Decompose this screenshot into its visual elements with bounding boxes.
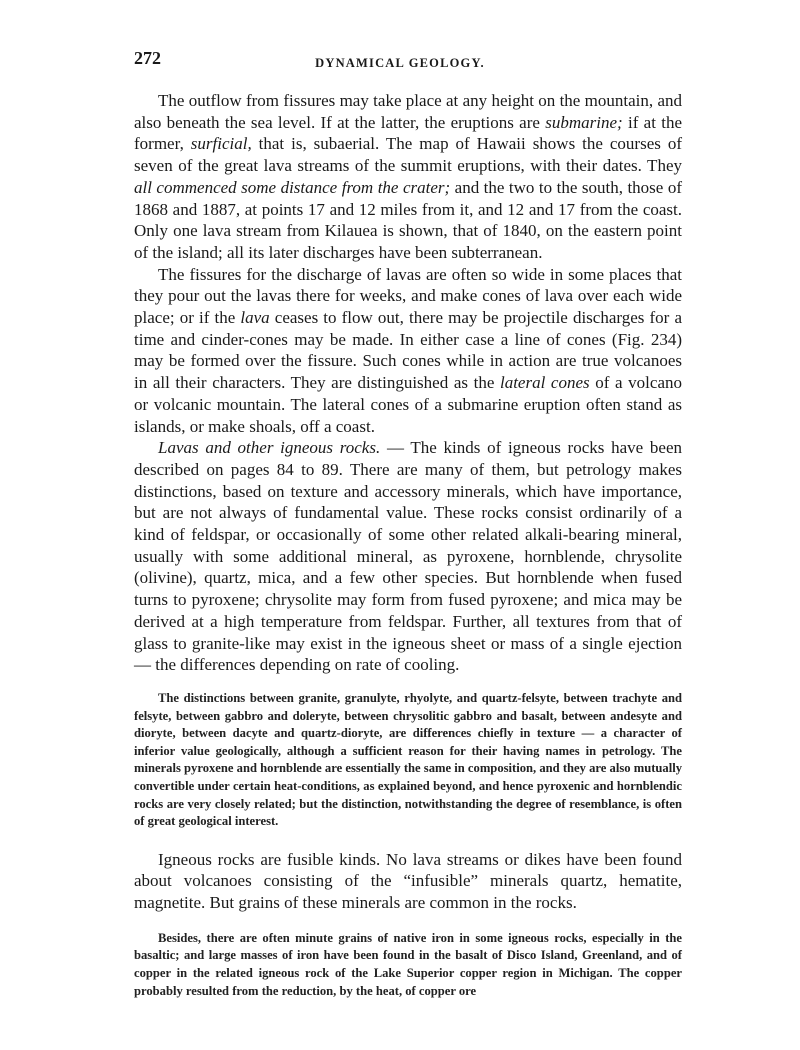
page-header [134, 48, 666, 76]
text-run: and the two to the south, those of 1868 and 1887, at points 17 and 12 miles from it, and 12 and 17 from the coast. Only one lava stream from Kilauea is shown, that of 1840, on the eastern point of the island; all its later discharges have been subterranean. [134, 177, 682, 262]
italic-term: submarine; [545, 112, 623, 132]
text-run: — The kinds of igneous rocks have been described on pages 84 to 89. There are many of them, but petrology makes distinctions, based on texture and accessory minerals, which have importance, but are not always of fundamental value. These rocks consist ordinarily of a kind of feldspar, or occasionally of some other related alkali-bearing mineral, usually with some additional mineral, as pyroxene, hornblende, chrysolite (olivine), quartz, mica, and a few other species. But hornblende when fused turns to pyroxene; chrysolite may form from fused pyroxene; and mica may be derived at a high temperature from feldspar. Further, all textures from that of glass to granite-like may exist in the igneous sheet or mass of a single ejection — the differences depending on rate of cooling. [134, 438, 683, 675]
italic-term: surficial, [190, 134, 252, 154]
italic-term: lateral cones [499, 373, 590, 393]
running-head: DYNAMICAL GEOLOGY. [315, 56, 485, 70]
text-run: if at the former, [134, 112, 683, 154]
section-heading-italic: Lavas and other igneous rocks. [158, 438, 381, 458]
text-run: The outflow from fissures may take place at any height on the mountain, and also beneath the sea level. If at the latter, the eruptions are [134, 91, 682, 132]
text-run: that is, subaerial. The map of Hawaii shows the courses of seven of the great lava streams of the summit eruptions, with their dates. They [134, 134, 682, 176]
note-native-iron: Besides, there are often minute grains of native iron in some igneous rocks, especially in the basaltic; and large masses of iron have been found in the basalt of Disco Island, Greenland, and of copper in the related igneous rock of the Lake Superior copper region in Michigan. The copper probably resulted from the reduction, by the heat, of copper ore [134, 930, 682, 998]
text-run: The fissures for the discharge of lavas are often so wide in some places that they pour out the lavas there for weeks, and make cones of lava over each wide place; or if the [134, 264, 682, 328]
page-number: 272 [134, 48, 161, 68]
text-run: of a volcano or volcanic mountain. The lateral cones of a submarine eruption often stand as islands, or make shoals, off a coast. [134, 373, 682, 436]
body-text [134, 90, 682, 1000]
paragraph-igneous-rocks [134, 437, 682, 676]
paragraph-fusible-kinds: Igneous rocks are fusible kinds. No lava streams or dikes have been found about volcanoes consisting of the “infusible” minerals quartz, hematite, magnetite. But grains of these minerals are common in the rocks. [134, 849, 682, 913]
italic-phrase: all commenced some distance from the crater; [134, 177, 451, 197]
note-rock-distinctions: The distinctions between granite, granulyte, rhyolyte, and quartz-felsyte, between trachyte and felsyte, between gabbro and doleryte, between chrysolitic gabbro and basalt, between andesyte and dioryte, between dacyte and quartz-dioryte, are differences chiefly in texture — a character of inferior value geologically, although a sufficient reason for their having names in petrology. The minerals pyroxene and hornblende are essentially the same in composition, and they are also mutually convertible under certain heat-conditions, as explained beyond, and hence pyroxenic and hornblendic rocks are very closely related; but the distinction, notwithstanding the degree of resemblance, is often of great geological interest. [134, 690, 682, 829]
text-run: ceases to flow out, there may be projectile discharges for a time and cinder-cones may be made. In either case a line of cones (Fig. 234) may be formed over the fissure. Such cones while in action are true volcanoes in all their characters. They are distinguished as the [134, 308, 683, 393]
italic-term: lava [240, 308, 270, 328]
paragraph-fissure-outflow [134, 90, 682, 264]
paragraph-fissure-cones [134, 264, 682, 438]
